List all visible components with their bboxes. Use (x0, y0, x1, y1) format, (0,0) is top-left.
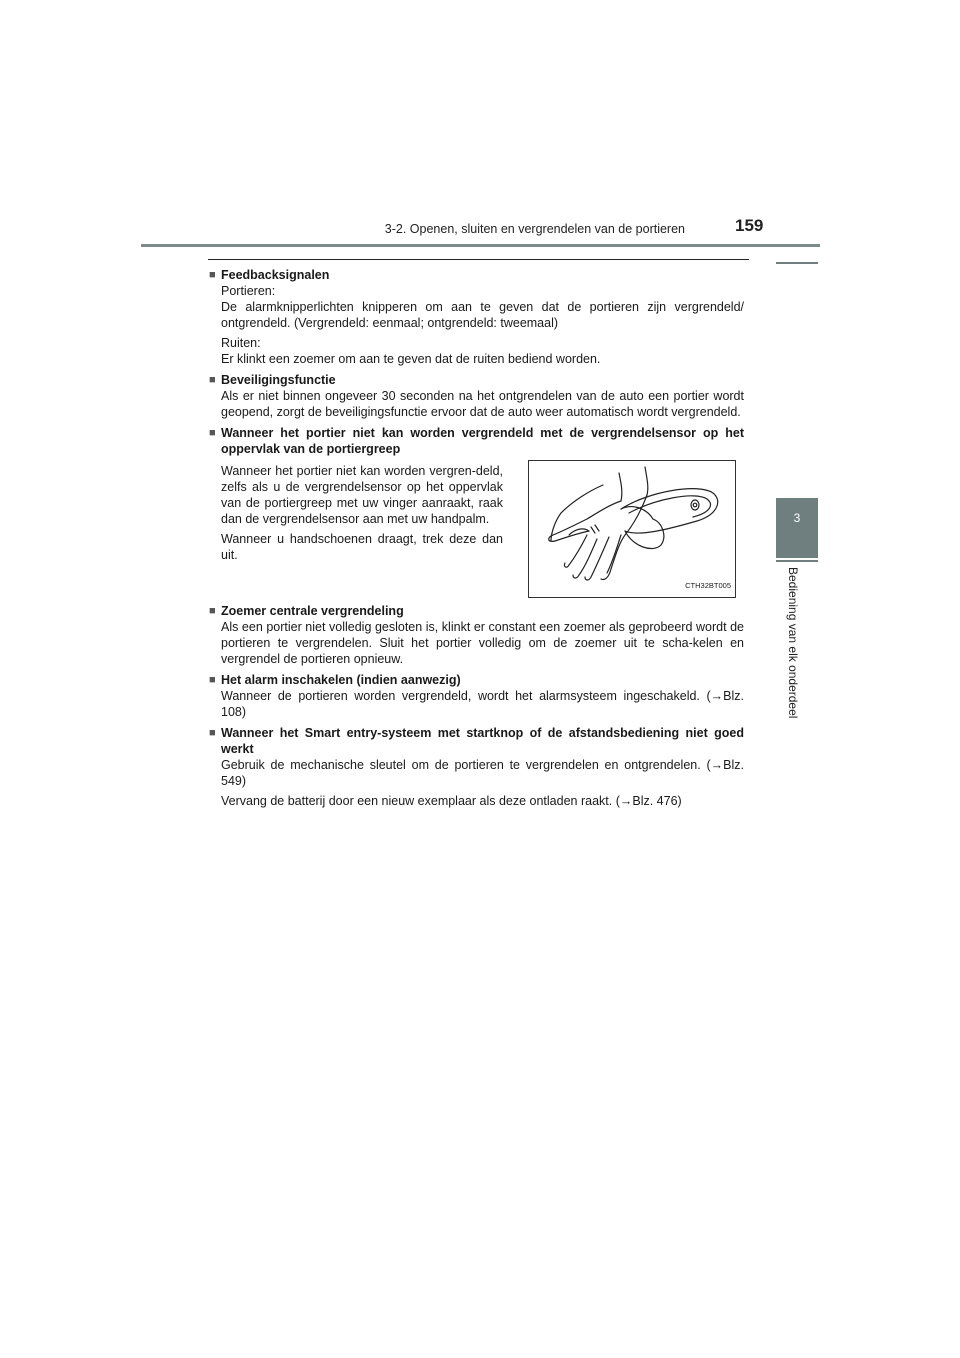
square-bullet-icon: ■ (209, 605, 216, 617)
para-line: Ruiten: (221, 336, 261, 350)
chapter-tab[interactable]: 3 (776, 498, 818, 558)
paragraph: Gebruik de mechanische sleutel om de portieren te vergrendelen en ontgrendelen. (→Blz. 549) (221, 758, 744, 788)
square-bullet-icon: ■ (209, 674, 216, 686)
section-feedback-signals (209, 267, 744, 367)
square-bullet-icon: ■ (209, 427, 216, 439)
section-heading (209, 672, 744, 688)
hand-on-door-handle-illustration (528, 460, 736, 598)
heading-text: Wanneer het portier niet kan worden vergrendeld met de vergrendelsensor op het oppervlak van de portiergreep (221, 426, 744, 456)
para-line: Portieren: (221, 284, 276, 298)
paragraph: Vervang de batterij door een nieuw exemplaar als deze ontladen raakt. (→Blz. 476) (221, 794, 682, 808)
para-line: Er klinkt een zoemer om aan te geven dat de ruiten bediend worden. (221, 352, 601, 366)
section-title: 3-2. Openen, sluiten en vergrendelen van de portieren (384, 222, 685, 236)
heading-text: Zoemer centrale vergrendeling (221, 604, 404, 618)
paragraph: Wanneer u handschoenen draagt, trek deze dan uit. (221, 532, 503, 562)
paragraph: Wanneer de portieren worden vergrendeld, wordt het alarmsysteem ingeschakeld. (→Blz. 108) (221, 689, 744, 719)
section-alarm-activation (209, 672, 744, 720)
square-bullet-icon: ■ (209, 727, 216, 739)
heading-text: Beveiligingsfunctie (221, 373, 336, 387)
section-central-locking-buzzer (209, 603, 744, 667)
section-heading (209, 425, 744, 457)
figure-caption: CTH32BT005 (685, 581, 731, 590)
section-lock-sensor (209, 425, 744, 598)
header-rule (141, 244, 820, 247)
section-heading (209, 267, 744, 283)
paragraph: Als een portier niet volledig gesloten is, klinkt er constant een zoemer als geprobeerd wordt de portieren te vergrendelen. Sluit het portier volledig om de zoemer uit te scha-kelen en vergrendel de portieren opnieuw. (221, 620, 744, 666)
paragraph (221, 335, 744, 367)
square-bullet-icon: ■ (209, 374, 216, 386)
section-smart-entry-malfunction (209, 725, 744, 809)
heading-text: Wanneer het Smart entry-systeem met startknop of de afstandsbediening niet goed werkt (221, 726, 744, 756)
para-line: De alarmknipperlichten knipperen om aan te geven dat de portieren zijn vergrendeld/ ontgrendeld. (Vergrendeld: eenmaal; ontgrendeld: tweemaal) (221, 300, 744, 330)
paragraph: Wanneer het portier niet kan worden vergren-deld, zelfs als u de vergrendelsensor op het oppervlak van de portiergreep met uw vinger aanraakt, raak dan de vergrendelsensor aan met uw handpalm. (221, 464, 503, 526)
content-top-rule (208, 259, 749, 260)
side-tab-line-bottom (776, 560, 818, 562)
heading-text: Feedbacksignalen (221, 268, 330, 282)
page-number: 159 (735, 216, 764, 235)
section-heading (209, 725, 744, 757)
section-heading (209, 603, 744, 619)
heading-text: Het alarm inschakelen (indien aanwezig) (221, 673, 461, 687)
paragraph (221, 283, 744, 331)
hand-door-handle-icon (529, 461, 735, 597)
section-heading (209, 372, 744, 388)
side-tab-line-top (776, 262, 818, 264)
square-bullet-icon: ■ (209, 269, 216, 281)
section-security-function (209, 372, 744, 420)
page-content (209, 267, 744, 814)
chapter-title: Bediening van elk onderdeel (786, 567, 800, 719)
paragraph: Als er niet binnen ongeveer 30 seconden na het ontgrendelen van de auto een portier wordt geopend, zorgt de beveiligingsfunctie ervoor dat de auto weer automatisch wordt vergrendeld. (221, 389, 744, 419)
